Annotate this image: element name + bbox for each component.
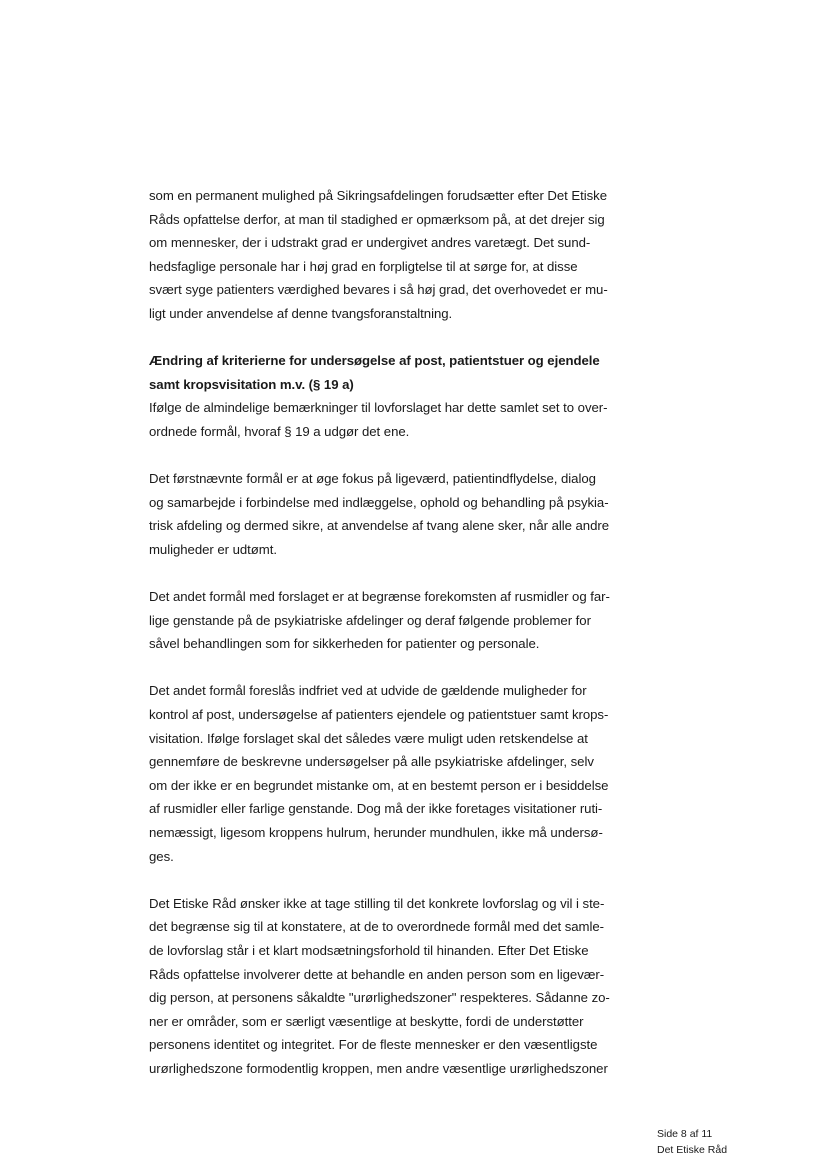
text-line: svært syge patienters værdighed bevares i så høj grad, det overhovedet er mu- (149, 282, 608, 298)
section-heading-line: samt kropsvisitation m.v. (§ 19 a) (149, 376, 354, 392)
text-line: ligt under anvendelse af denne tvangsforanstaltning. (149, 305, 453, 321)
text-line: om mennesker, der i udstrakt grad er undergivet andres varetægt. Det sund- (149, 235, 591, 251)
paragraph-gap (149, 656, 654, 680)
text-line: som en permanent mulighed på Sikringsafdelingen forudsætter efter Det Etiske (149, 188, 608, 203)
paragraph (149, 679, 654, 868)
text-line: Råds opfattelse involverer dette at behandle en anden person som en ligevær- (149, 966, 605, 982)
body-text (149, 184, 654, 1081)
text-line: ordnede formål, hvoraf § 19 a udgør det ene. (149, 423, 410, 439)
section-heading-line: Ændring af kriterierne for undersøgelse af post, patientstuer og ejendele (149, 353, 600, 369)
text-line: såvel behandlingen som for sikkerheden for patienter og personale. (149, 636, 540, 652)
text-line: det begrænse sig til at konstatere, at de to overordnede formål med det samle- (149, 919, 604, 935)
paragraph-gap (149, 562, 654, 586)
text-line: ner er områder, som er særligt væsentlige at beskytte, fordi de understøtter (149, 1013, 584, 1029)
section (149, 349, 654, 443)
text-line: dig person, at personens såkaldte "urørlighedszoner" respekteres. Sådanne zo- (149, 990, 610, 1006)
text-line: hedsfaglige personale har i høj grad en forpligtelse til at sørge for, at disse (149, 258, 578, 274)
text-line: om der ikke er en begrundet mistanke om, at en bestemt person er i besiddelse (149, 777, 609, 793)
text-line: gennemføre de beskrevne undersøgelser på alle psykiatriske afdelinger, selv (149, 754, 594, 770)
paragraph-gap (149, 444, 654, 468)
paragraph-gap (149, 868, 654, 892)
text-line: visitation. Ifølge forslaget skal det således være muligt uden retskendelse at (149, 730, 588, 746)
text-line: Det førstnævnte formål er at øge fokus på ligeværd, patientindflydelse, dialog (149, 471, 596, 487)
paragraph (149, 892, 654, 1081)
text-line: Det Etiske Råd ønsker ikke at tage stilling til det konkrete lovforslag og vil i ste- (149, 895, 605, 911)
text-line: Det andet formål foreslås indfriet ved at udvide de gældende muligheder for (149, 683, 587, 699)
paragraph-gap (149, 326, 654, 350)
text-line: trisk afdeling og dermed sikre, at anvendelse af tvang alene sker, når alle andre (149, 518, 609, 534)
text-line: Ifølge de almindelige bemærkninger til lovforslaget har dette samlet set to over- (149, 400, 608, 416)
footer-organization: Det Etiske Råd (657, 1143, 728, 1156)
text-line: nemæssigt, ligesom kroppens hulrum, herunder mundhulen, ikke må undersø- (149, 825, 603, 841)
text-line: af rusmidler eller farlige genstande. Dog må der ikke foretages visitationer ruti- (149, 801, 603, 817)
text-line: lige genstande på de psykiatriske afdelinger og deraf følgende problemer for (149, 612, 591, 628)
text-line: og samarbejde i forbindelse med indlæggelse, ophold og behandling på psykia- (149, 494, 609, 510)
text-line: personens identitet og integritet. For de fleste mennesker er den væsentligste (149, 1037, 598, 1053)
page-number: Side 8 af 11 (657, 1128, 713, 1140)
paragraph (149, 467, 654, 561)
text-line: ges. (149, 848, 174, 864)
page-footer (657, 1127, 727, 1158)
text-line: Det andet formål med forslaget er at begrænse forekomsten af rusmidler og far- (149, 589, 610, 605)
text-line: muligheder er udtømt. (149, 541, 277, 557)
text-line: de lovforslag står i et klart modsætningsforhold til hinanden. Efter Det Etiske (149, 943, 589, 958)
text-line: kontrol af post, undersøgelse af patienters ejendele og patientstuer samt krops- (149, 707, 609, 723)
paragraph (149, 585, 654, 656)
paragraph (149, 184, 654, 326)
text-line: Råds opfattelse derfor, at man til stadighed er opmærksom på, at det drejer sig (149, 211, 605, 227)
text-line: urørlighedszone formodentlig kroppen, men andre væsentlige urørlighedszoner (149, 1060, 608, 1076)
